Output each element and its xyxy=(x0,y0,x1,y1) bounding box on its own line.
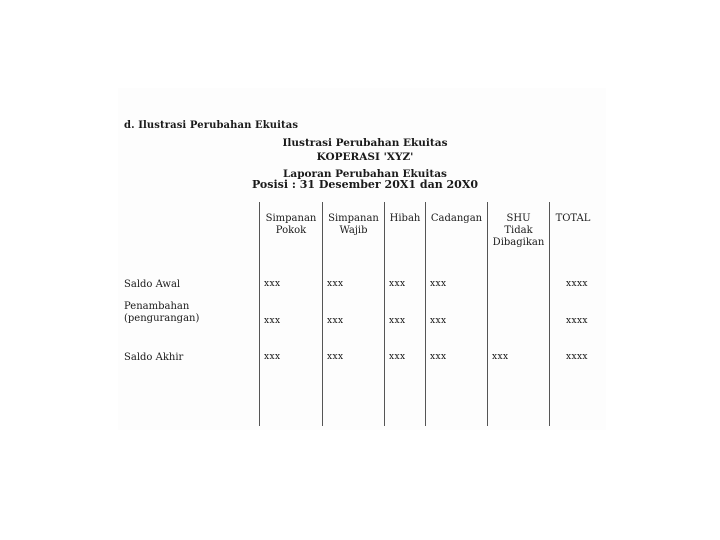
table-cell: xxx xyxy=(430,316,447,326)
column-header-line: Simpanan xyxy=(265,213,317,224)
table-cell: xxx xyxy=(264,316,281,326)
table-cell: xxx xyxy=(327,279,344,289)
column-header-line: Pokok xyxy=(275,225,307,236)
table-cell: xxxx xyxy=(566,352,588,362)
organization-name: KOPERASI 'XYZ' xyxy=(316,151,414,163)
table-cell: xxx xyxy=(430,352,447,362)
table-cell: xxx xyxy=(264,352,281,362)
column-divider xyxy=(384,202,385,426)
column-header-cadangan xyxy=(426,213,487,225)
column-divider xyxy=(259,202,260,426)
row-label-line: (pengurangan) xyxy=(124,313,200,324)
row-label-line: Penambahan xyxy=(124,301,190,312)
report-date: Posisi : 31 Desember 20X1 dan 20X0 xyxy=(251,178,479,191)
section-title: d. Ilustrasi Perubahan Ekuitas xyxy=(124,120,299,131)
table-cell: xxx xyxy=(389,279,406,289)
column-header-line: Wajib xyxy=(339,225,368,236)
table-cell: xxx xyxy=(389,316,406,326)
table-cell: xxxx xyxy=(566,279,588,289)
column-header-line: Cadangan xyxy=(430,213,483,224)
column-header-line: SHU xyxy=(506,213,531,224)
table-cell: xxx xyxy=(389,352,406,362)
column-divider xyxy=(549,202,550,426)
column-header-simpanan-pokok xyxy=(261,213,321,237)
table-cell: xxxx xyxy=(566,316,588,326)
column-divider xyxy=(425,202,426,426)
column-header-line: TOTAL xyxy=(555,213,591,224)
column-header-hibah xyxy=(385,213,425,225)
row-label-penambahan xyxy=(124,301,199,325)
column-header-line: Hibah xyxy=(389,213,421,224)
row-label-saldo-awal: Saldo Awal xyxy=(124,279,181,290)
column-header-line: Dibagikan xyxy=(492,237,545,248)
column-header-shu-tidak-dibagikan xyxy=(488,213,549,249)
table-cell: xxx xyxy=(430,279,447,289)
table-cell: xxx xyxy=(327,316,344,326)
table-cell: xxx xyxy=(492,352,509,362)
column-header-line: Tidak xyxy=(504,225,533,236)
column-header-total xyxy=(550,213,596,225)
report-subtitle: Laporan Perubahan Ekuitas xyxy=(283,168,447,180)
report-title: Ilustrasi Perubahan Ekuitas xyxy=(282,137,448,149)
column-header-line: Simpanan xyxy=(328,213,379,224)
row-label-saldo-akhir: Saldo Akhir xyxy=(124,352,184,363)
table-cell: xxx xyxy=(327,352,344,362)
column-header-simpanan-wajib xyxy=(323,213,384,237)
table-cell: xxx xyxy=(264,279,281,289)
